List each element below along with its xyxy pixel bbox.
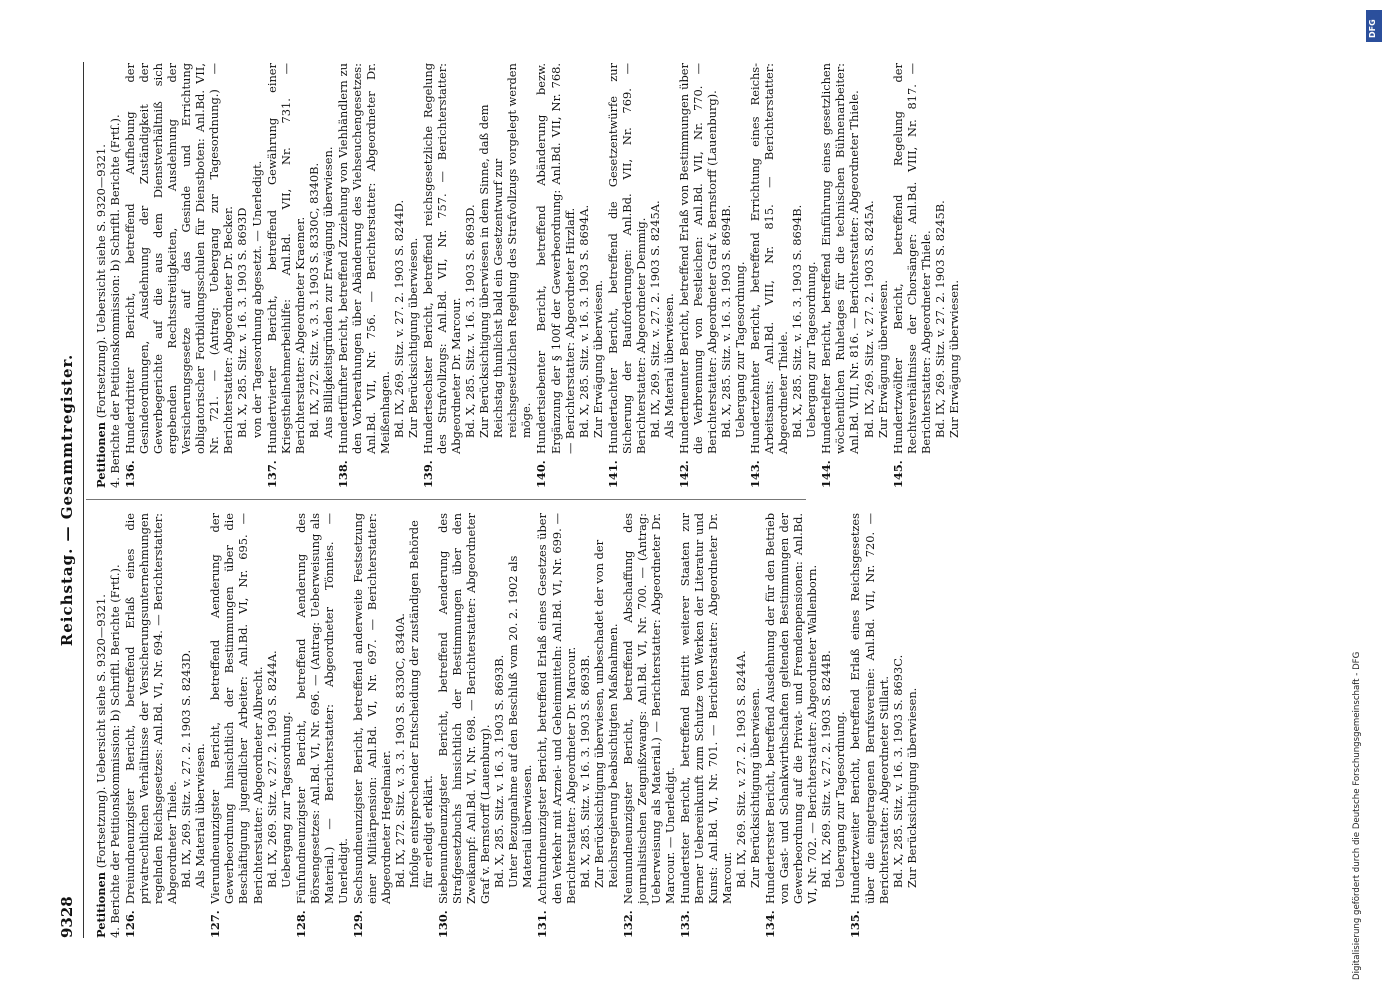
entry-decision: Infolge entsprechender Entscheidung der zuständigen Behörde für erledigt erklärt.: [407, 520, 436, 888]
section-heading: Petitionen (Fortsetzung). Uebersicht siehe S. 9320—9321.: [94, 594, 108, 938]
petition-entry: [677, 63, 747, 488]
entry-text: Sechsundneunzigster Bericht, betreffend anderweite Festsetzung einer Militärpension: Anl.Bd. VI, Nr. 697. — Berichterstatter: Abgeordneter Hegelmaier.: [350, 513, 393, 904]
entry-decision: Aus Billigkeitsgründen zur Erwägung überwiesen.: [320, 146, 335, 438]
petition-entry: [123, 63, 263, 488]
entry-number: 137.: [264, 460, 279, 488]
entry-number: 127.: [208, 910, 223, 938]
entry-reference: Bd. IX, 269. Sitz. v. 27. 2. 1903 S. 8244D.: [391, 199, 406, 438]
petition-entry: [294, 513, 350, 938]
petition-entry: [748, 63, 818, 488]
entry-decision: Zur Berücksichtigung überwiesen.: [748, 687, 763, 888]
entry-text: Hundertneunter Bericht, betreffend Erlaß von Bestimmungen über die Verbrennung von Pestleichen: Anl.Bd. VII, Nr. 770. — Berichterstatter: Abgeordneter Graf v. Bernstorff (Lauenburg).: [676, 63, 720, 454]
entry-text: Hundertsiebenter Bericht, betreffend Abänderung bezw. Ergänzung der § 100f der Gewerbeordnung: Anl.Bd. VII, Nr. 768. — Berichterstatter: Abgeordneter Hirzlaff.: [534, 63, 577, 454]
entry-decision: von der Tagesordnung abgesetzt. — Unerledigt.: [249, 160, 264, 438]
entry-number: 145.: [890, 460, 905, 488]
section-heading: Petitionen (Fortsetzung). Uebersicht siehe S. 9320—9321.: [94, 144, 108, 488]
entry-text: Hundertzehnter Bericht, betreffend Errichtung eines Reichs-Arbeitsamts: Anl.Bd. VIII, Nr. 815. — Berichterstatter: Abgeordneter Thiele.: [748, 63, 791, 454]
entry-decision: Als Material überwiesen.: [661, 293, 676, 438]
petition-entry: [336, 63, 420, 488]
entry-number: 134.: [763, 910, 778, 938]
dfg-logo: DFG: [1366, 10, 1382, 42]
entry-text: Vierundneunzigster Bericht, betreffend Aenderung der Gewerbeordnung hinsichtlich der Bestimmungen über die Beschäftigung jugendlicher Arbeiter: Anl.Bd. VI, Nr. 695. — Berichterstatter: Abgeordneter Albrecht.: [208, 513, 265, 904]
entry-reference: Bd. IX, 272. Sitz. v. 3. 3. 1903 S. 8330C, 8340A.: [392, 613, 407, 888]
entry-decision: Zur Erwägung überwiesen.: [590, 280, 605, 438]
entry-text: Hundertster Bericht, betreffend Beitritt weiterer Staaten zur Berner Uebereinkunft zum Schutze von Werken der Literatur und Kunst: Anl.Bd. VI, Nr. 701. — Berichterstatter: Abgeordneter Dr. Marcour.: [677, 513, 735, 904]
petition-entry: [763, 513, 847, 938]
entry-number: 131.: [535, 910, 550, 938]
entry-text: Siebenundneunzigster Bericht, betreffend Aenderung des Strafgesetzbuchs hinsichtlich der Bestimmungen über den Zweikampf: Anl.Bd. VI, Nr. 698. — Berichterstatter: Abgeordneter Graf v. Bernstorff (Lauenburg).: [436, 513, 493, 904]
section-subheading: 4. Berichte der Petitionskommission: b) Schriftl. Berichte (Frtſ.).: [108, 564, 123, 938]
entry-decision: Zur Berücksichtigung überwiesen.: [406, 237, 421, 438]
petition-entry: [265, 63, 335, 488]
entry-text: Dreiundneunzigster Bericht, betreffend Erlaß eines die privatrechtlichen Verhältnisse der Versicherungsunternehmungen regelnden Reichsgesetzes: Anl.Bd. VI, Nr. 694. — Berichterstatter: Abgeordneter Thiele.: [123, 513, 180, 904]
entry-number: 128.: [293, 910, 308, 938]
petition-entry: [891, 63, 961, 488]
entry-reference: Bd. IX, 269. Sitz. v. 27. 2. 1903 S. 8244A.: [264, 650, 279, 888]
entry-reference: Bd. X, 285. Sitz. v. 16. 3. 1903 S. 8693D.: [463, 204, 478, 438]
entry-text: Hundertachter Bericht, betreffend die Gesetzentwürfe zur Sicherung der Bauforderungen: Anl.Bd. VII, Nr. 769. — Berichterstatter: Abgeordneter Demmig.: [605, 63, 648, 454]
entry-decision: Uebergang zur Tagesordnung.: [733, 261, 748, 438]
entry-number: 142.: [676, 460, 691, 488]
entry-decision: Zur Berücksichtigung überwiesen, unbeschadet der von der Reichsregierung beabsichtigten Maßnahmen.: [591, 539, 620, 888]
entry-reference: Bd. IX, 269. Sitz. v. 27. 2. 1903 S. 8243D.: [179, 649, 194, 888]
entry-decision: Uebergang zur Tagesordnung.: [278, 711, 293, 888]
head-rule: [83, 62, 84, 938]
entry-reference: Bd. IX, 272. Sitz. v. 3. 3. 1903 S. 8330C, 8340B.: [306, 162, 321, 438]
petition-entry: [621, 513, 677, 938]
entry-text: Hundertzweiter Bericht, betreffend Erlaß eines Reichsgesetzes über die eingetragenen Berufsvereine: Anl.Bd. VII, Nr. 720. — Berichterstatter: Abgeordneter Stillart.: [848, 513, 891, 904]
column-divider: [86, 499, 806, 500]
entry-decision: Uebergang zur Tagesordnung.: [804, 261, 819, 438]
entry-reference: Bd. IX, 269. Sitz. v. 27. 2. 1903 S. 8244A.: [734, 650, 749, 888]
entry-text: Hundertsechster Bericht, betreffend reichsgesetzliche Regelung des Strafvollzugs: Anl.Bd. VII, Nr. 757. — Berichterstatter: Abgeordneter Dr. Marcour.: [421, 63, 464, 454]
digitization-note: Digitalisierung gefördert durch die Deutsche Forschungsgemeinschaft - DFG: [1352, 651, 1362, 980]
petition-entry: [123, 513, 207, 938]
petition-entry: [606, 63, 676, 488]
entry-text: Neunundneunzigster Bericht, betreffend Abschaffung des journalistischen Zeugnißzwangs: Anl.Bd. VI, Nr. 700. — (Antrag: Ueberweisung als Material.) — Berichterstatter: Abgeordneter Dr. Marcour. — Unerledigt.: [620, 513, 677, 904]
petition-entry: [208, 513, 292, 938]
entry-text: Hundertfünfter Bericht, betreffend Zuziehung von Viehhändlern zu den Vorberathungen über Abänderung des Viehseuchengesetzes: Anl.Bd. VII, Nr. 756. — Berichterstatter: Abgeordneter Dr. Meißenhagen.: [335, 63, 392, 454]
entry-reference: Bd. IX, 269. Sitz. v. 27. 2. 1903 S. 8245A.: [647, 200, 662, 438]
entry-reference: Bd. X, 285. Sitz. v. 16. 3. 1903 S. 8694B.: [719, 204, 734, 438]
petition-entry: [351, 513, 435, 938]
entry-decision: Zur Erwägung überwiesen.: [875, 280, 890, 438]
entry-reference: Bd. X, 285. Sitz. v. 16. 3. 1903 S. 8693D: [235, 207, 250, 438]
petition-entry: [421, 63, 533, 488]
entry-decision: Als Material überwiesen.: [193, 743, 208, 888]
entry-decision: Zur Erwägung überwiesen.: [946, 280, 961, 438]
entry-number: 140.: [534, 460, 549, 488]
entry-decision: Uebergang zur Tagesordnung.: [833, 711, 848, 888]
running-title: Reichstag. — Gesammtregister.: [58, 353, 76, 647]
entry-number: 130.: [436, 910, 451, 938]
petition-entry: [436, 513, 534, 938]
section-subheading: 4. Berichte der Petitionskommission: b) Schriftl. Berichte (Frtſ.).: [108, 114, 123, 488]
entry-number: 138.: [335, 460, 350, 488]
entry-text: Hundertdritter Bericht, betreffend Aufhebung der Gesindeordnungen, Ausdehnung der Zuständigkeit der Gewerbegerichte auf die aus dem Dienstverhältniß sich ergebenden Rechtsstreitigkeiten, Ausdehnung der Versicherungsgesetze auf das Gesinde und Errichtung obligatorischer Fortbildungsschulen für Dienstboten: Anl.Bd. VII, Nr. 721. — (Antrag: Uebergang zur Tagesordnung.) — Berichterstatter: Abgeordneter Dr. Becker.: [123, 63, 236, 454]
petition-entry: [819, 63, 889, 488]
entry-decision: Unter Bezugnahme auf den Beschluß vom 20. 2. 1902 als Material überwiesen.: [506, 555, 535, 888]
entry-number: 144.: [819, 460, 834, 488]
entry-reference: Bd. X, 285. Sitz. v. 16. 3. 1903 S. 8694A.: [576, 204, 591, 438]
entry-number: 139.: [421, 460, 436, 488]
entry-number: 141.: [605, 460, 620, 488]
entry-number: 126.: [123, 910, 138, 938]
entry-text: Hunderterster Bericht, betreffend Ausdehnung der für den Betrieb von Gast- und Schankwirthschaften geltenden Bestimmungen der Gewerbeordnung auf die Privat- und Fremdenpensionen: Anl.Bd. VI, Nr. 702. — Berichterstatter: Abgeordneter Wallenborn.: [763, 513, 820, 904]
entry-reference: Bd. IX, 269. Sitz. v. 27. 2. 1903 S. 8245B.: [932, 200, 947, 438]
entry-number: 143.: [748, 460, 763, 488]
entry-text: Fünfundneunzigster Bericht, betreffend Aenderung des Börsengesetzes: Anl.Bd. VI, Nr. 696. — (Antrag: Ueberweisung als Material.) — Berichterstatter: Abgeordneter Tönnies. — Unerledigt.: [293, 513, 350, 904]
entry-reference: Bd. X, 285. Sitz. v. 16. 3. 1903 S. 8693B.: [577, 654, 592, 888]
page-number: 9328: [58, 896, 76, 938]
entry-reference: Bd. IX, 269. Sitz. v. 27. 2. 1903 S. 8245A.: [861, 200, 876, 438]
entry-number: 135.: [848, 910, 863, 938]
entry-reference: Bd. X, 285. Sitz. v. 16. 3. 1903 S. 8694B.: [790, 204, 805, 438]
entry-number: 132.: [620, 910, 635, 938]
entry-text: Hundertvierter Bericht, betreffend Gewährung einer Kriegstheilnehmerbeihilfe: Anl.Bd. VII, Nr. 731. — Berichterstatter: Abgeordneter Kraemer.: [264, 63, 307, 454]
entry-reference: Bd. X, 285. Sitz. v. 16. 3. 1903 S. 8693B.: [492, 654, 507, 888]
entry-text: Hundertelfter Bericht, betreffend Einführung eines gesetzlichen wöchentlichen Ruhetages für die technischen Bühnenarbeiter: Anl.Bd. VIII, Nr. 816. — Berichterstatter: Abgeordneter Thiele.: [819, 63, 862, 454]
petition-entry: [848, 513, 918, 938]
entry-decision: Zur Berücksichtigung überwiesen in dem Sinne, daß dem Reichstag thunlichst bald ein Gesetzentwurf zur reichsgesetzlichen Regelung des Strafvollzugs vorgelegt werden möge.: [477, 63, 534, 438]
entry-reference: Bd. X, 285. Sitz. v. 16. 3. 1903 S. 8693C.: [890, 654, 905, 888]
entry-number: 133.: [677, 910, 692, 938]
entry-number: 136.: [123, 460, 138, 488]
entry-decision: Zur Berücksichtigung überwiesen.: [904, 687, 919, 888]
running-head: [58, 62, 82, 938]
entry-reference: Bd. IX, 269. Sitz. v. 27. 2. 1903 S. 8244B.: [819, 650, 834, 888]
petition-entry: [535, 513, 619, 938]
left-column: [94, 513, 919, 938]
entry-number: 129.: [350, 910, 365, 938]
right-column: [94, 63, 961, 488]
entry-text: Hundertzwölfter Bericht, betreffend Regelung der Rechtsverhältnisse der Chorsänger: Anl.Bd. VIII, Nr. 817. — Berichterstatter: Abgeordneter Thiele.: [890, 63, 933, 454]
petition-entry: [678, 513, 762, 938]
entry-text: Achtundneunzigster Bericht, betreffend Erlaß eines Gesetzes über den Verkehr mit Arznei- und Geheimmitteln: Anl.Bd. VI, Nr. 699. — Berichterstatter: Abgeordneter Dr. Marcour.: [535, 513, 578, 904]
petition-entry: [534, 63, 604, 488]
